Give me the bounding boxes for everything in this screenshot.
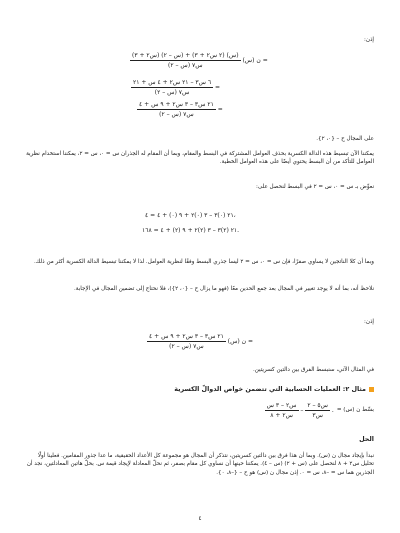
equation-1-fraction-2 xyxy=(131,79,213,96)
example-fraction-1-denominator: س٢ + ٨ xyxy=(270,412,293,419)
example-fraction-1 xyxy=(265,402,299,419)
equation-2-numerator: ٢١ س٣ – ٣ س٢ + ٩ س + ٤ xyxy=(149,333,224,340)
equation-2-fraction xyxy=(147,333,226,350)
example-heading xyxy=(174,385,374,393)
example-prompt-row xyxy=(265,402,374,419)
equation-1-fraction-1 xyxy=(130,52,241,69)
domain-text: على المجال ح – {٠، ٢}. xyxy=(316,136,374,142)
equation-2-lhs: ن (س) = xyxy=(227,338,254,345)
paragraph-3: وبما أن كلا الناتجين لا يساوي صفرًا، فإن س = ٠، س = ٢ ليسا جذري البسط وفقًا لنظرية العوامل. لذا لا يمكننا تبسيط الدالة الكسرية أكثر من ذلك. xyxy=(33,259,374,265)
example-fraction-2-denominator: س٣ xyxy=(312,412,323,419)
example-fraction-2-numerator: س٥ – ٢ xyxy=(307,402,328,409)
example-title: مثال ٢: العمليات الحسابية التي تتضمن خواص الدوالّ الكسرية xyxy=(174,385,366,393)
minus-sign: – xyxy=(300,407,304,414)
paragraph-2: نعوِّض بـ س = ٠، س = ٢ في البسط لنحصل على: xyxy=(256,184,374,190)
equation-1-denominator-1: س٧ (س – ٢) xyxy=(168,62,203,69)
paragraph-6: نبدأ بإيجاد مجال ن (س). وبما أن هذا فرق بين دالتين كسريتين، نتذكر أن المجال هو مجموعة كل الأعداد الحقيقية، ما عدا جذور المقامين. فعلينا أولًا تحليل س٢ + ٨ لنحصل على (س + ٢) (س – ٤). يمكننا حينها أن نساوي كل مقام بصفر، ثم نحلّ المعادلة لإيجاد قيمة س. بحلّ هاتين المعادلتين، نجد أن الجذرين هما س = –٨، س = ٠. إذن مجال ن (س) هو ح – {–٨، ٠}. xyxy=(26,453,374,476)
lead-text-2: إذن: xyxy=(363,319,374,325)
paragraph-4: نلاحظ أنه، بما أنه لا يوجد تغيير في المجال بعد جمع الحدين معًا (فهو ما يزال ح – {٠، ٢})، فلا نحتاج إلى تضمين المجال في الإجابة. xyxy=(73,286,374,292)
equation-1-line-3 xyxy=(137,101,223,118)
equation-1-numerator-2: ٦ س٣ – ٢١ س٢ + ٤ س + ٢١ xyxy=(133,79,212,86)
paragraph-1: يمكننا الآن تبسيط هذه الدالة الكسرية بحذف العوامل المشتركة في البسط والمقام، وبما أن المقام له الجذران س = ٠، س = ٢، يمكننا استخدام نظرية العوامل للتأكد من أن البسط يحتوي أيضًا على هذه العوامل الخطية. xyxy=(26,151,374,166)
equation-1-denominator-3: س٧ (س – ٢) xyxy=(159,111,194,118)
equation-2-denominator: س٧ (س – ٢) xyxy=(169,343,204,350)
equation-1-lhs: ن (س) = xyxy=(242,57,268,64)
example-prompt: بسِّط ن (س) = xyxy=(336,407,374,414)
equation-2 xyxy=(147,333,253,350)
equals-sign: = xyxy=(214,84,221,91)
lead-text: إذن: xyxy=(363,37,374,43)
equation-1-denominator-2: س٧ (س – ٢) xyxy=(154,89,190,96)
equation-1-numerator-3: ٢١ س٣ – ٣ س٢ + ٩ س + ٤ xyxy=(139,101,214,108)
example-fraction-2 xyxy=(305,402,330,419)
example-fraction-1-numerator: س٢ – ٣ س xyxy=(266,402,297,409)
equation-1-line-1 xyxy=(130,52,268,69)
calculation-2: ٢١ (٢)٣ – ٣ (٢)٢ + ٩ (٢) + ٤ = ١٦٨. xyxy=(142,227,240,234)
equation-1-fraction-3 xyxy=(137,101,216,118)
example-expression xyxy=(265,402,334,419)
equation-1-line-2 xyxy=(131,79,220,96)
solution-heading: الحل xyxy=(359,435,374,443)
page-number: ٤ xyxy=(198,516,202,522)
equals-sign: = xyxy=(217,106,223,113)
calculation-1: ٢١ (٠)٣ – ٣ (٠)٢ + ٩ (٠) + ٤ = ٤، xyxy=(145,212,236,219)
equation-1-numerator-1: (س٢ + ٣) (س – ٢) + (٢ س٢ + ٣) (س) xyxy=(132,52,239,59)
example-marker-icon xyxy=(369,387,374,392)
paragraph-5: في المثال الآتي، سنبسط الفرق بين دالتين كسريتين. xyxy=(253,367,374,373)
example-period: . xyxy=(331,407,334,414)
